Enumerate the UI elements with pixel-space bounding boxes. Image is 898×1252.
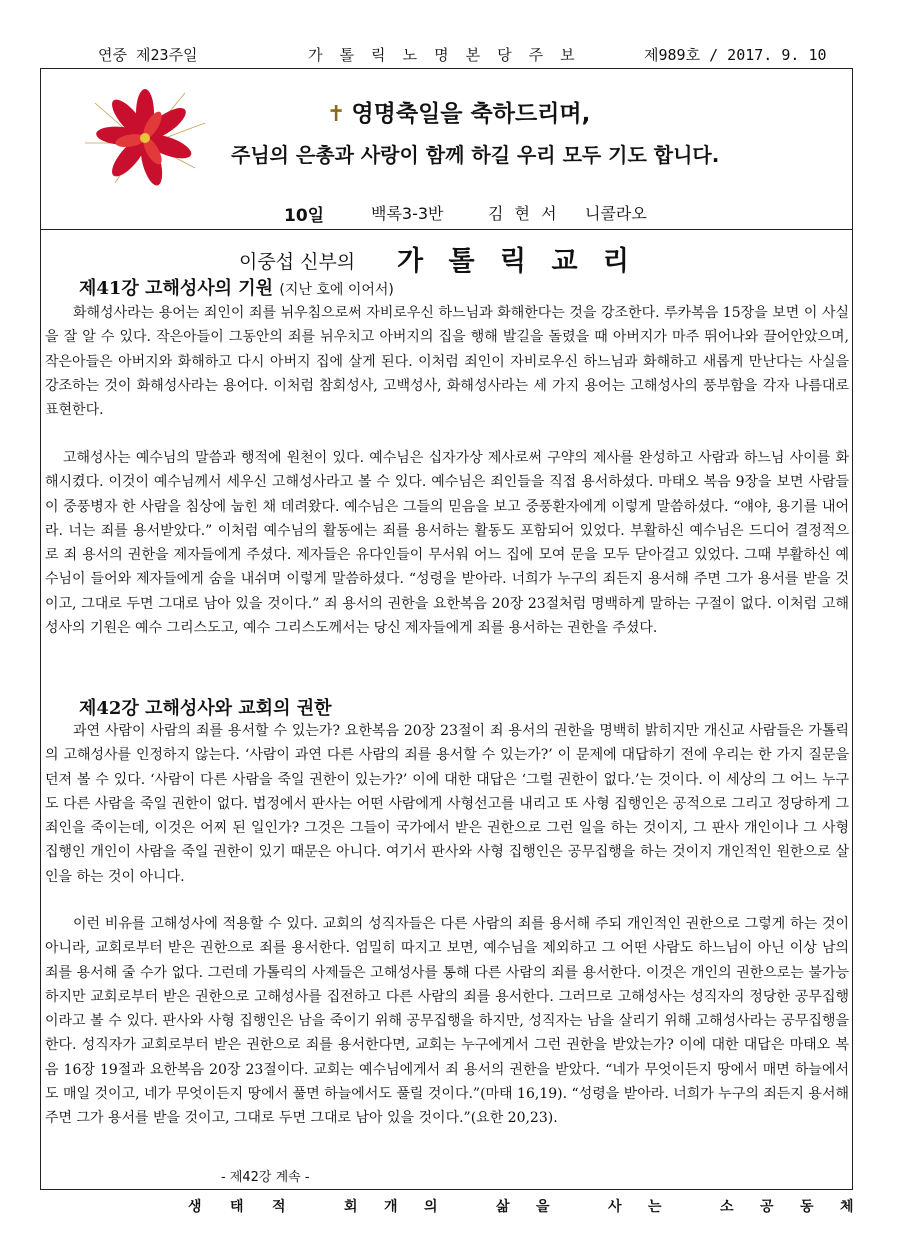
footer-char: 적: [272, 1199, 286, 1215]
blessing-line: 주님의 은총과 사랑이 함께 하길 우리 모두 기도 합니다.: [231, 143, 720, 167]
parish-group: 백록3-3반: [371, 204, 444, 223]
feast-headline-text: 영명축일을 축하드리며,: [351, 101, 591, 127]
baptismal-name: 니콜라오: [585, 204, 647, 223]
feast-day-box: [41, 69, 852, 230]
footer-char: 을: [536, 1199, 550, 1215]
lecture-42-paragraph-2: 이런 비유를 고해성사에 적용할 수 있다. 교회의 성직자들은 다른 사람의 죄를 용서해 주되 개인적인 권한으로 그렇게 하는 것이 아니라, 교회로부터 받은 권한으로 죄를 용서한다. 엄밀히 따지고 보면, 예수님을 제외하고 그 어떤 사람도 하느님이 아닌 이상 남의 죄를 용서해 줄 수가 없다. 그런데 가톨릭의 사제들은 고해성사를 통해 다른 사람의 죄를 용서한다. 이것은 개인의 권한으로는 불가능하지만 교회로부터 받은 권한으로 고해성사를 집전하고 다른 사람의 죄를 용서한다. 그러므로 고해성사는 성직자의 정당한 공무집행이라고 볼 수 있다. 판사와 사형 집행인은 남을 죽이기 위해 공무집행을 하지만, 성직자는 남을 살리기 위해 고해성사라는 공무집행을 한다. 성직자가 교회로부터 받은 권한으로 죄를 용서한다면, 교회는 누구에게서 그런 권한을 받았는가? 이에 대한 대답은 마태오 복음 16장 19절과 요한복음 20장 23절이다. 교회는 예수님에게서 죄 용서의 권한을 받았다. “네가 무엇이든지 땅에서 매면 하늘에서도 매일 것이고, 네가 무엇이든지 땅에서 풀면 하늘에서도 풀릴 것이다.”(마태 16,19). “성령을 받아라. 너희가 누구의 죄든지 용서해 주면 그가 용서를 받을 것이고, 그대로 두면 그대로 남아 있을 것이다.”(요한 20,23).: [45, 916, 849, 1126]
feast-day: 10일: [284, 206, 325, 226]
continued-note: - 제42강 계속 -: [221, 1170, 310, 1185]
poinsettia-icon: [75, 83, 215, 193]
top-bar: [40, 44, 855, 66]
footer-char: 체: [840, 1199, 854, 1215]
footer-char: 의: [424, 1199, 438, 1215]
feast-person-line: [41, 201, 852, 226]
lecture-41-note: (지난 호에 이어서): [279, 282, 394, 298]
catechism-title: [41, 239, 852, 279]
footer-char: 동: [800, 1199, 814, 1215]
lecture-42-paragraph-1: 과연 사람이 사람의 죄를 용서할 수 있는가? 요한복음 20장 23절이 죄 용서의 권한을 명백히 밝히지만 개신교 사람들은 가톨릭의 고해성사를 인정하지 않는다. ‘사람이 과연 다른 사람의 죄를 용서할 수 있는가?’ 이 문제에 대답하기 전에 우리는 한 가지 질문을 던져 볼 수 있다. ‘사람이 다른 사람을 죽일 권한이 있는가?’ 이에 대한 대답은 ‘그럴 권한이 없다.’는 것이다. 이 세상의 그 어느 누구도 다른 사람을 죽일 권한이 없다. 법정에서 판사는 어떤 사람에게 사형선고를 내리고 또 사형 집행인은 공적으로 그리고 정당하게 그 죄인을 죽이는데, 이것은 어찌 된 일인가? 그것은 그들이 국가에서 받은 권한으로 그런 일을 하는 것이지, 그 판사 개인이나 그 사형 집행인 개인이 사람을 죽일 권한이 있기 때문은 아니다. 여기서 판사와 사형 집행인은 공무집행을 하는 것이지 개인적인 원한으로 살인을 하는 것이 아니다.: [45, 723, 849, 885]
footer-char: 생: [188, 1199, 202, 1215]
lecture-42-title: 제42강 고해성사와 교회의 권한: [79, 698, 332, 719]
liturgical-season: 연중 제23주일: [98, 46, 198, 64]
feast-headline: [327, 95, 590, 128]
footer-char: 태: [230, 1199, 244, 1215]
footer-char: 공: [760, 1199, 774, 1215]
footer-char: 는: [648, 1199, 662, 1215]
lecture-41-heading: 제41강 고해성사의 기원: [79, 278, 274, 299]
lecture-41-paragraph-2: 고해성사는 예수님의 말씀과 행적에 원천이 있다. 예수님은 십자가상 제사로써 구약의 제사를 완성하고 사람과 하느님 사이를 화해시켰다. 이것이 예수님께서 세우신 고해성사라고 볼 수 있다. 예수님은 죄인들을 직접 용서하셨다. 마태오 복음 9장을 보면 사람들이 중풍병자 한 사람을 침상에 눕힌 채 데려왔다. 예수님은 그들의 믿음을 보고 중풍환자에게 이렇게 말씀하셨다. “얘야, 용기를 내어라. 너는 죄를 용서받았다.” 이처럼 예수님의 활동에는 죄를 용서하는 활동도 포함되어 있었다. 부활하신 예수님은 드디어 결정적으로 죄 용서의 권한을 제자들에게 주셨다. 제자들은 유다인들이 무서워 어느 집에 모여 문을 모두 닫아걸고 있었다. 그때 부활하신 예수님이 들어와 제자들에게 숨을 내쉬며 이렇게 말씀하셨다. “성령을 받아라. 너희가 누구의 죄든지 용서해 주면 그가 용서를 받을 것이고, 그대로 두면 그대로 남아 있을 것이다.” 죄 용서의 권한을 요한복음 20장 23절처럼 명백하게 말하는 구절이 없다. 이처럼 고해성사의 기원은 예수 그리스도고, 예수 그리스도께서는 당신 제자들에게 죄를 용서하는 권한을 주셨다.: [45, 450, 849, 636]
issue-date: 제989호 / 2017. 9. 10: [644, 46, 827, 64]
footer-motto: [40, 1196, 855, 1218]
catechism-author: 이중섭 신부의: [239, 251, 356, 273]
person-name: 김 현 서: [488, 204, 560, 223]
catechism-heading: 가 톨 릭 교 리: [397, 246, 638, 277]
footer-char: 사: [608, 1199, 622, 1215]
bulletin-name: 가 톨 릭 노 명 본 당 주 보: [308, 46, 579, 64]
footer-char: 삶: [496, 1199, 510, 1215]
bulletin-frame: [40, 68, 853, 1190]
footer-char: 개: [384, 1199, 398, 1215]
footer-char: 소: [720, 1199, 734, 1215]
lecture-41-title: [79, 274, 394, 300]
footer-char: 회: [344, 1199, 358, 1215]
lecture-41-paragraph-1: 화해성사라는 용어는 죄인이 죄를 뉘우침으로써 자비로우신 하느님과 화해한다는 것을 강조한다. 루카복음 15장을 보면 이 사실을 잘 알 수 있다. 작은아들이 그동안의 죄를 뉘우치고 아버지의 집을 행해 발길을 돌렸을 때 아버지가 마주 뛰어나와 끌어안았으며, 작은아들은 아버지와 화해하고 다시 아버지 집에 살게 된다. 이처럼 죄인이 자비로우신 하느님과 화해하고 새롭게 만난다는 사실을 강조하는 것이 화해성사라는 용어다. 이처럼 참회성사, 고백성사, 화해성사라는 세 가지 용어는 고해성사의 풍부함을 각자 나름대로 표현한다.: [45, 305, 849, 418]
cross-icon: ✝: [327, 102, 346, 127]
